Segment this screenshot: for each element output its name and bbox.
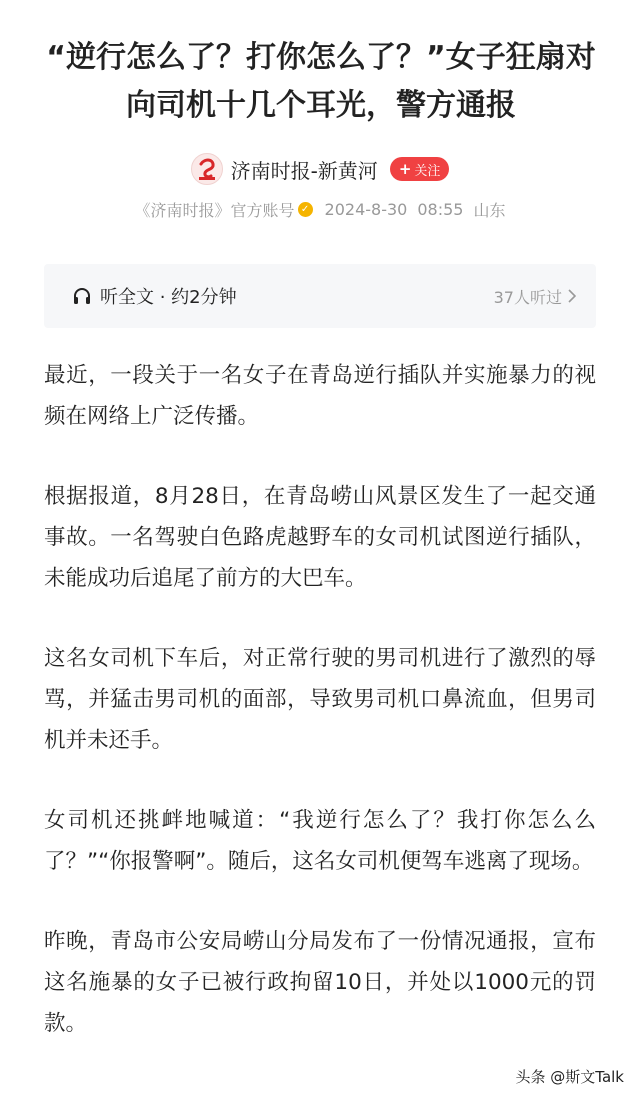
listen-full-text-bar[interactable] [44,264,596,328]
article-meta [0,196,640,222]
source-name[interactable]: 济南时报-新黄河 [230,158,378,183]
article-title: “逆行怎么了？打你怎么了？”女子狂扇对向司机十几个耳光，警方通报 [46,40,596,123]
follow-button[interactable] [390,157,450,181]
newspaper-logo-icon[interactable] [191,153,223,185]
follow-label: 关注 [414,163,441,179]
chevron-right-icon [568,289,576,303]
publish-location: 山东 [473,200,506,220]
plus-icon: + [398,160,412,178]
source-row [0,152,640,186]
paragraph: 女司机还挑衅地喊道：“我逆行怎么了？我打你怎么么了？”“你报警啊”。随后，这名女司机便驾车逃离了现场。 [44,808,596,874]
verified-icon: ✓ [298,202,313,217]
headphone-icon [72,286,92,306]
paragraph: 根据报道，8月28日，在青岛崂山风景区发生了一起交通事故。一名驾驶白色路虎越野车的女司机试图逆行插队，未能成功后追尾了前方的大巴车。 [44,484,596,591]
paragraph: 最近，一段关于一名女子在青岛逆行插队并实施暴力的视频在网络上广泛传播。 [44,363,596,429]
paragraph: 这名女司机下车后，对正常行驶的男司机进行了激烈的辱骂，并猛击男司机的面部，导致男司机口鼻流血，但男司机并未还手。 [44,646,596,753]
publish-date: 2024-8-30 [324,199,408,219]
watermark: 头条 @斯文Talk [515,1068,624,1086]
publish-time: 08:55 [417,199,464,219]
account-label: 《济南时报》官方账号 [134,200,295,220]
article-body [44,355,596,1083]
listen-label: 听全文 · 约2分钟 [100,287,237,308]
paragraph: 昨晚，青岛市公安局崂山分局发布了一份情况通报，宣布这名施暴的女子已被行政拘留10日，并处以1000元的罚款。 [44,929,596,1036]
listener-count: 37人听过 [493,287,562,307]
